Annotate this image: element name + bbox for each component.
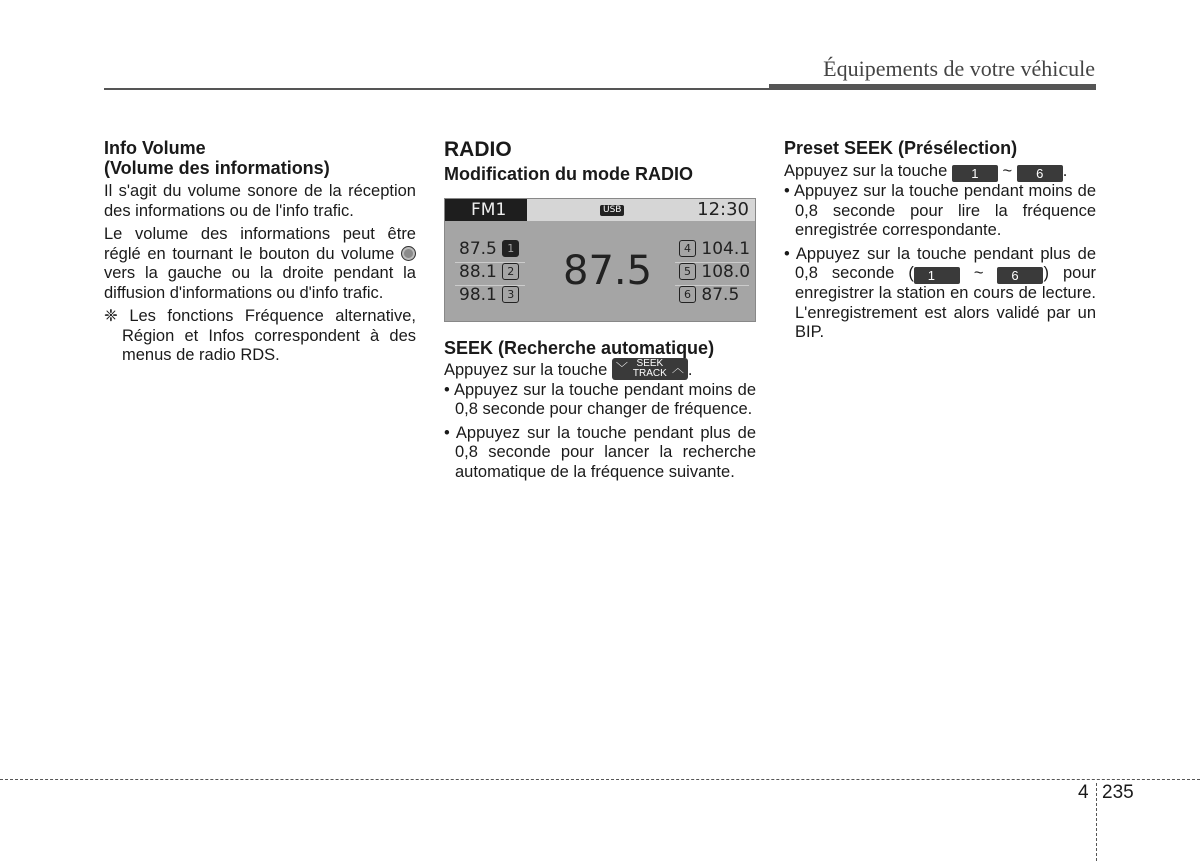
seek-bullet-short: • Appuyez sur la touche pendant moins de 0,8 seconde pour changer de fréquence. — [444, 380, 756, 418]
seek-bullet-long: • Appuyez sur la touche pendant plus de 0,8 seconde pour lancer la recherche automatique de la fréquence suivante. — [444, 423, 756, 481]
heading-seek: SEEK (Recherche automatique) — [444, 338, 715, 358]
display-main-frequency: 87.5 — [563, 248, 653, 294]
seek-intro: Appuyez sur la touche ﹀ SEEK TRACK ︿ . — [444, 358, 693, 379]
bullet-text: Appuyez sur la touche pendant moins de 0,8 seconde pour lire la fréquence enregistrée correspondante. — [793, 182, 1096, 239]
paragraph-volume-knob — [104, 225, 416, 303]
preset-frequency: 98.1 — [459, 285, 497, 305]
paragraph-text: Le volume des informations peut être réglé en tournant le bouton du volume — [104, 225, 416, 263]
seek-track-button-icon — [612, 358, 688, 380]
display-preset-3 — [459, 284, 519, 306]
preset-bullet-short: • Appuyez sur la touche pendant moins de 0,8 seconde pour lire la fréquence enregistrée correspondante. — [784, 182, 1096, 239]
heading-info-volume: Info Volume — [104, 138, 206, 158]
tilde: ~ — [1002, 162, 1013, 180]
column-info-volume — [104, 138, 416, 366]
preset-intro: Appuyez sur la touche 1 ~ 6 . — [784, 162, 1068, 181]
display-band: FM1 — [445, 199, 527, 221]
preset-key-6-icon: 6 — [997, 267, 1043, 284]
heading-info-volume-sub: (Volume des informations) — [104, 158, 330, 178]
tilde: ~ — [973, 264, 984, 282]
preset-key-1-icon: 1 — [952, 165, 998, 182]
note-text: Les fonctions Fréquence alternative, Région et Infos correspondent à des menus de radio RDS. — [122, 307, 416, 364]
heading-preset-seek: Preset SEEK (Présélection) — [784, 138, 1018, 158]
seek-label: SEEK — [636, 358, 664, 369]
page-header-title: Équipements de votre véhicule — [823, 56, 1095, 81]
preset-bullet-long: • Appuyez sur la touche pendant plus de 0,8 seconde ( 1 ~ 6 ) pour enregistrer la station en cours de lecture. L'enregistrement est alors validé par un BIP. — [784, 244, 1096, 341]
track-label: TRACK — [632, 368, 667, 379]
page-number: 235 — [1102, 782, 1134, 803]
preset-frequency: 87.5 — [701, 285, 740, 305]
seek-intro-text: Appuyez sur la touche — [444, 361, 608, 379]
preset-number: 6 — [679, 286, 696, 303]
radio-display-illustration — [444, 198, 756, 322]
preset-number: 3 — [502, 286, 519, 303]
preset-key-1-icon: 1 — [914, 267, 960, 284]
display-clock: 12:30 — [697, 199, 749, 220]
bullet-text: ) pour enregistrer la station en cours de lecture. L'enregistrement est alors validé par un BIP. — [795, 264, 1096, 341]
heading-radio: RADIO — [444, 138, 512, 161]
display-preset-5 — [679, 261, 750, 283]
preset-number: 1 — [502, 240, 519, 257]
paragraph-text: vers la gauche ou la droite pendant la diffusion d'informations ou d'info trafic. — [104, 264, 416, 302]
preset-number: 2 — [502, 263, 519, 280]
note-rds — [104, 307, 416, 366]
column-radio — [444, 138, 756, 482]
preset-intro-text: Appuyez sur la touche — [784, 162, 948, 180]
note-symbol: ❈ — [104, 307, 118, 325]
chevron-up-icon: ︿ — [671, 361, 684, 375]
header-rule — [104, 88, 769, 90]
footer-rule — [0, 779, 1200, 780]
chapter-number: 4 — [1078, 782, 1089, 803]
volume-knob-icon — [401, 246, 416, 261]
display-preset-6 — [679, 284, 739, 306]
column-preset-seek — [784, 138, 1096, 343]
display-preset-4 — [679, 238, 750, 260]
preset-frequency: 104.1 — [701, 239, 751, 259]
header-rule-thick — [769, 84, 1096, 90]
bullet-text: Appuyez sur la touche pendant moins de 0,8 seconde pour changer de fréquence. — [453, 380, 756, 418]
chevron-down-icon: ﹀ — [615, 361, 628, 375]
preset-number: 4 — [679, 240, 696, 257]
display-preset-1 — [459, 238, 519, 260]
display-usb-badge: USB — [600, 205, 624, 216]
preset-frequency: 87.5 — [459, 239, 497, 259]
display-preset-2 — [459, 261, 519, 283]
bullet-text: Appuyez sur la touche pendant plus de 0,8 seconde ( — [795, 244, 1096, 282]
bullet-text: Appuyez sur la touche pendant plus de 0,8 seconde pour lancer la recherche automatique de la fréquence suivante. — [455, 423, 756, 481]
preset-key-6-icon: 6 — [1017, 165, 1063, 182]
preset-number: 5 — [679, 263, 696, 280]
preset-frequency: 88.1 — [459, 262, 497, 282]
subheading-radio-mode: Modification du mode RADIO — [444, 164, 693, 184]
preset-frequency: 108.0 — [701, 262, 751, 282]
footer-vertical-rule — [1096, 783, 1097, 861]
paragraph-info-volume: Il s'agit du volume sonore de la réception des informations ou de l'info trafic. — [104, 182, 416, 220]
